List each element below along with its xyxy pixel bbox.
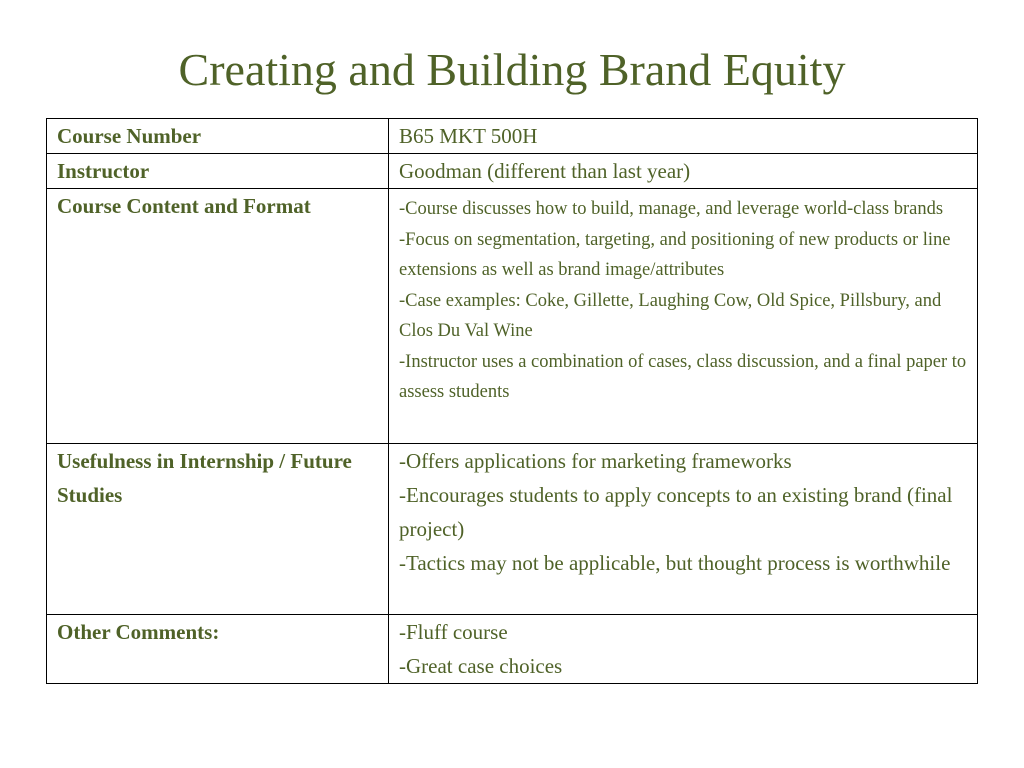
row-label-course-number: Course Number	[47, 119, 389, 154]
slide-title: Creating and Building Brand Equity	[178, 44, 846, 95]
comment-line: -Fluff course	[399, 620, 508, 644]
comment-line: -Great case choices	[399, 654, 563, 678]
row-value-usefulness	[389, 444, 978, 615]
row-value-content-format	[389, 189, 978, 444]
table-row-instructor	[47, 154, 978, 189]
row-label-usefulness: Usefulness in Internship / Future Studies	[47, 444, 389, 615]
table-row-usefulness	[47, 444, 978, 615]
table-row-content-format	[47, 189, 978, 444]
row-value-other-comments	[389, 615, 978, 684]
content-line: -Instructor uses a combination of cases, class discussion, and a final paper to assess students	[399, 351, 967, 402]
table-row-other-comments	[47, 615, 978, 684]
course-info-table	[46, 118, 978, 684]
content-line: -Course discusses how to build, manage, and leverage world-class brands	[399, 199, 944, 219]
table-row-course-number	[47, 119, 978, 154]
row-value-course-number	[389, 119, 978, 154]
row-label-other-comments: Other Comments:	[47, 615, 389, 684]
course-number-text: B65 MKT 500H	[399, 124, 538, 148]
instructor-text: Goodman (different than last year)	[399, 159, 691, 183]
usefulness-line: -Tactics may not be applicable, but thought process is worthwhile	[399, 551, 951, 575]
row-label-content-format: Course Content and Format	[47, 189, 389, 444]
usefulness-line: -Offers applications for marketing frameworks	[399, 449, 792, 473]
usefulness-line: -Encourages students to apply concepts to an existing brand (final project)	[399, 483, 953, 541]
row-label-instructor: Instructor	[47, 154, 389, 189]
row-value-instructor	[389, 154, 978, 189]
content-line: -Focus on segmentation, targeting, and positioning of new products or line extensions as well as brand image/attributes	[399, 229, 951, 280]
content-line: -Case examples: Coke, Gillette, Laughing Cow, Old Spice, Pillsbury, and Clos Du Val Wine	[399, 290, 942, 341]
